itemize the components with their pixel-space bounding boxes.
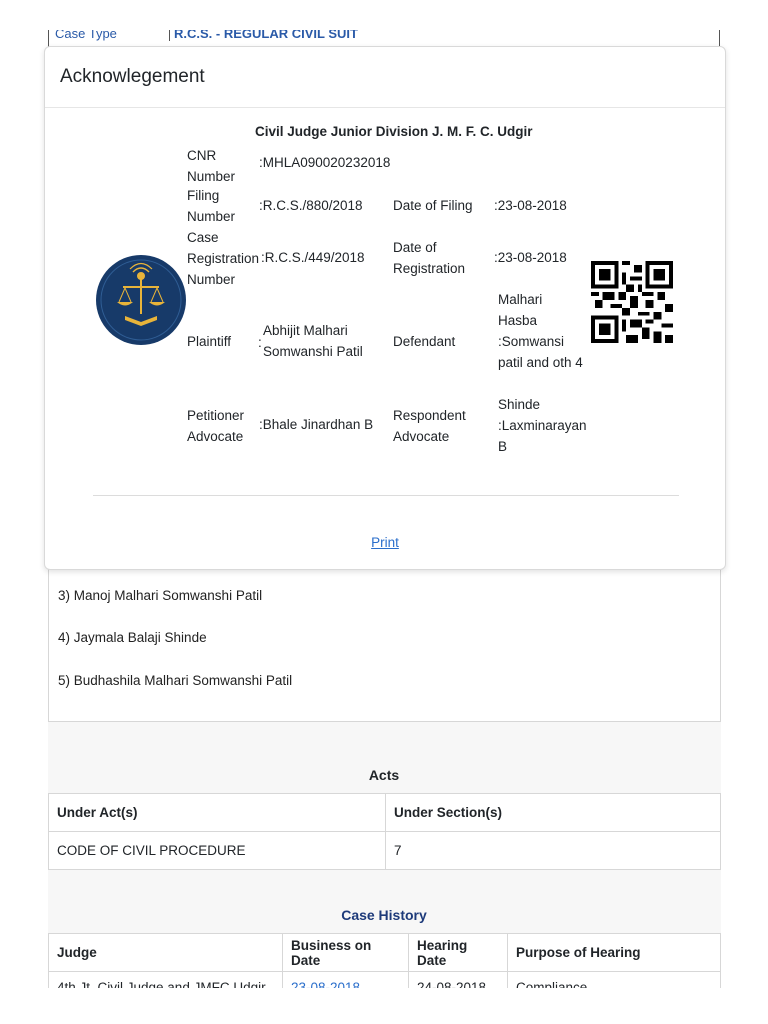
date-of-registration-label: Date of Registration [393,240,466,276]
case-type-value: R.C.S. - REGULAR CIVIL SUIT [169,30,358,41]
registration-number-value: :R.C.S./449/2018 [261,250,365,265]
act-name: CODE OF CIVIL PROCEDURE [49,832,386,870]
table-row [49,832,721,870]
modal-title: Acknowlegement [60,66,205,87]
history-header-hearing: Hearing Date [409,934,508,972]
acts-table [48,793,721,870]
respondent-list [48,568,721,722]
respondent-advocate-label: Respondent Advocate [393,408,466,444]
history-header-purpose: Purpose of Hearing [508,934,721,972]
list-item: 4) Jaymala Balaji Shinde [58,630,207,645]
history-header-business: Business on Date [283,934,409,972]
filing-number-value: :R.C.S./880/2018 [259,198,363,213]
court-name: Civil Judge Junior Division J. M. F. C. Udgir [255,124,533,139]
list-item: 3) Manoj Malhari Somwanshi Patil [58,588,263,603]
filing-number-label: Filing Number [187,188,236,224]
print-link[interactable]: Print [371,535,399,550]
ecourts-logo-icon [95,254,187,346]
petitioner-advocate-value: :Bhale Jinardhan B [259,417,374,432]
case-history-title: Case History [341,907,427,923]
list-item: 5) Budhashila Malhari Somwanshi Patil [58,673,293,688]
qr-code-icon [591,261,673,343]
registration-number-label: Case Registration Number [187,230,260,287]
act-section: 7 [386,832,721,870]
modal-header [45,47,725,108]
acts-title: Acts [368,767,400,783]
case-type-label: Case Type [55,30,117,41]
defendant-value: Malhari Hasba :Somwansi patil and oth 4 [498,292,583,370]
plaintiff-value: Abhijit Malhari Somwanshi Patil [263,323,363,359]
defendant-label: Defendant [393,334,456,349]
acknowledgement-modal: Acknowlegement Civil Judge Junior Division J. M. F. C. Udgir CNR Number :MHLA090020232018 Filing Number :R.C.S./880/2018 Date of Filing :23-08-2018 Case Registration Number :R.C.S./449/2018 Date of Registration :23-08-2018 Plaintiff : Abhijit Malhari Somwanshi Patil Defendant Malhari Hasba :Somwansi patil and oth 4 Petitioner Advocate :Bhale Jinardhan B Respondent Advocate Shinde :Laxminarayan B Print [44,46,726,570]
cnr-value: :MHLA090020232018 [259,155,391,170]
petitioner-advocate-label: Petitioner Advocate [187,408,245,444]
acts-header-act: Under Act(s) [49,794,386,832]
date-of-filing-label: Date of Filing [393,198,473,213]
date-of-registration-value: :23-08-2018 [494,250,567,265]
acts-header-section: Under Section(s) [386,794,721,832]
history-header-judge: Judge [49,934,283,972]
cnr-label: CNR Number [187,148,236,184]
plaintiff-label: Plaintiff [187,334,232,349]
respondent-advocate-value: Shinde :Laxminarayan B [498,397,587,454]
modal-divider [93,495,679,496]
date-of-filing-value: :23-08-2018 [494,198,567,213]
